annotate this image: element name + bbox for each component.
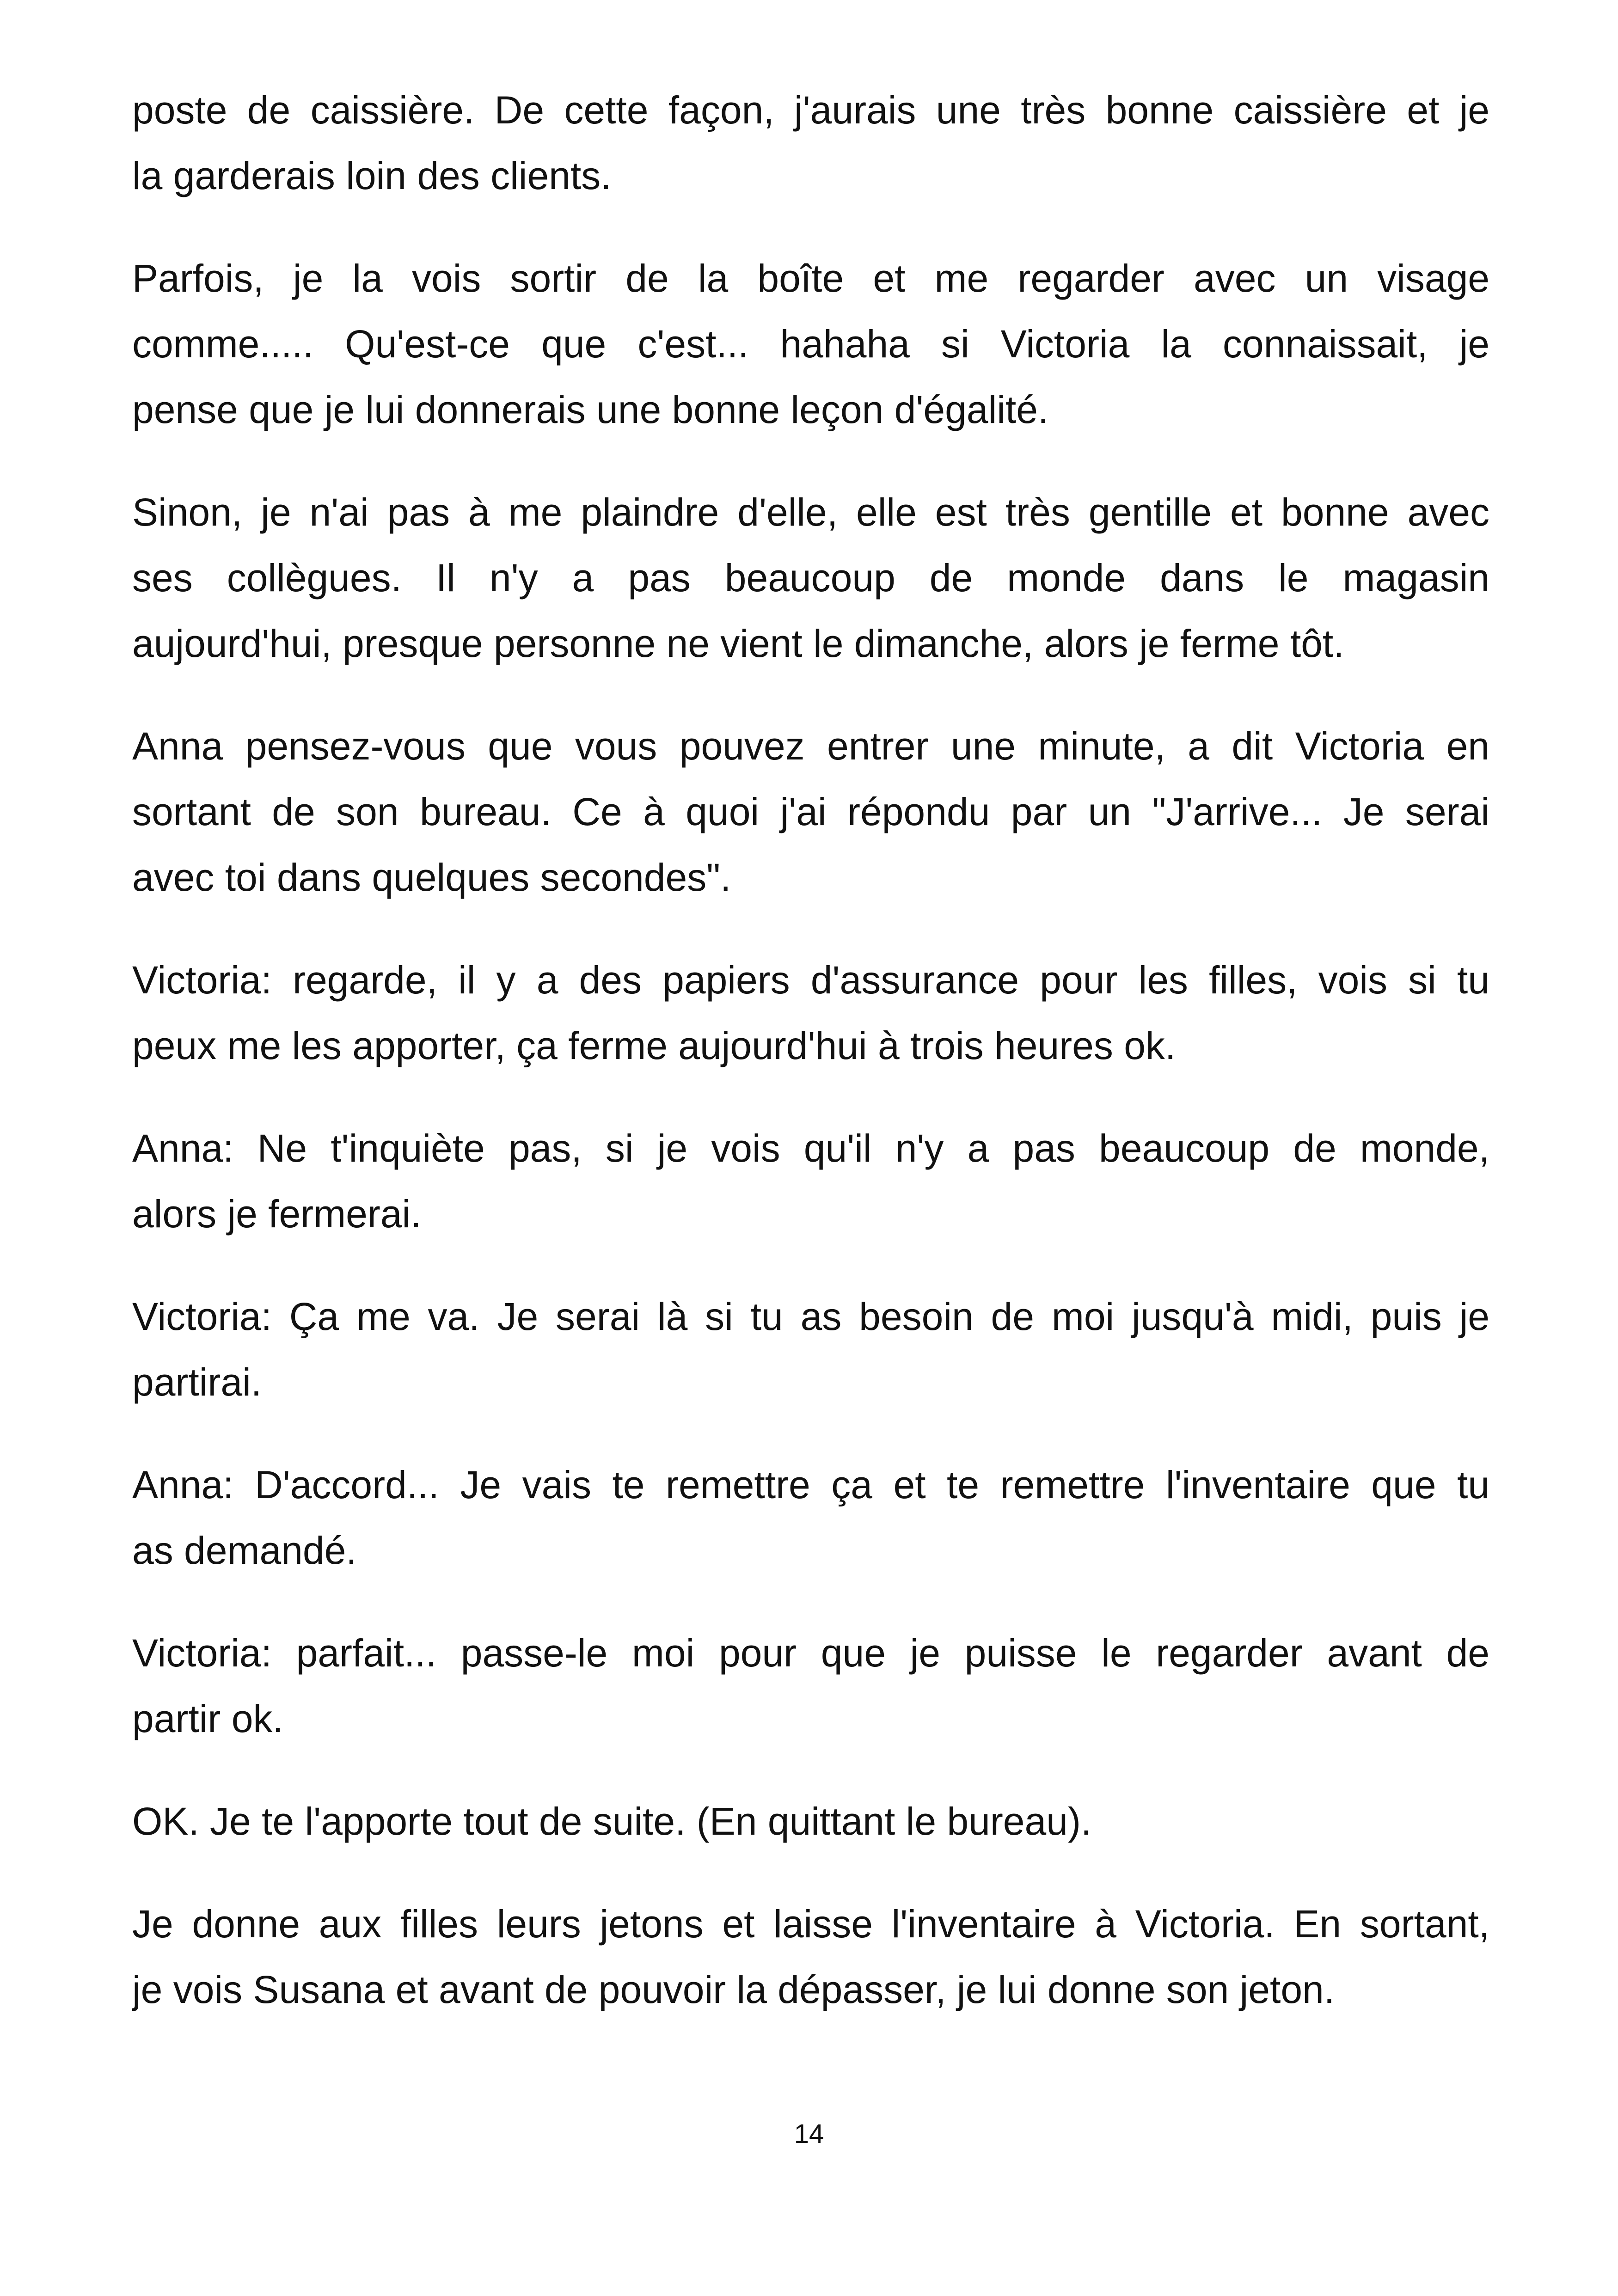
text-line: alors je fermerai.	[132, 1192, 422, 1236]
text-line: comme..... Qu'est-ce que c'est... hahaha si Victoria la connaissait, je	[132, 322, 1489, 366]
text-line: poste de caissière. De cette façon, j'aurais une très bonne caissière et je	[132, 88, 1489, 132]
paragraph	[132, 947, 1489, 1078]
text-line: Je donne aux filles leurs jetons et laisse l'inventaire à Victoria. En sortant,	[132, 1902, 1489, 1946]
text-line: ses collègues. Il n'y a pas beaucoup de monde dans le magasin	[132, 556, 1489, 600]
paragraph	[132, 1891, 1489, 2022]
text-line: partirai.	[132, 1360, 262, 1404]
paragraph	[132, 245, 1489, 442]
text-line: Anna: D'accord... Je vais te remettre ça et te remettre l'inventaire que tu	[132, 1463, 1489, 1506]
paragraph	[132, 1284, 1489, 1415]
paragraph	[132, 713, 1489, 910]
paragraph	[132, 479, 1489, 676]
paragraph	[132, 77, 1489, 208]
paragraph	[132, 1452, 1489, 1583]
paragraph	[132, 1620, 1489, 1751]
body-text	[132, 77, 1489, 2059]
text-line: Anna pensez-vous que vous pouvez entrer une minute, a dit Victoria en	[132, 724, 1489, 768]
text-line: aujourd'hui, presque personne ne vient le dimanche, alors je ferme tôt.	[132, 622, 1344, 665]
text-line: Sinon, je n'ai pas à me plaindre d'elle, elle est très gentille et bonne avec	[132, 490, 1489, 534]
text-line: je vois Susana et avant de pouvoir la dépasser, je lui donne son jeton.	[132, 1968, 1335, 2011]
text-line: avec toi dans quelques secondes".	[132, 856, 731, 899]
text-line: Victoria: Ça me va. Je serai là si tu as besoin de moi jusqu'à midi, puis je	[132, 1295, 1489, 1338]
text-line: Victoria: parfait... passe-le moi pour que je puisse le regarder avant de	[132, 1631, 1489, 1675]
text-line: Victoria: regarde, il y a des papiers d'assurance pour les filles, vois si tu	[132, 958, 1489, 1002]
text-line: partir ok.	[132, 1697, 283, 1740]
paragraph	[132, 1788, 1489, 1854]
page-number: 14	[794, 2119, 824, 2149]
text-line: pense que je lui donnerais une bonne leçon d'égalité.	[132, 388, 1049, 431]
text-line: Anna: Ne t'inquiète pas, si je vois qu'il n'y a pas beaucoup de monde,	[132, 1127, 1489, 1170]
text-line: Parfois, je la vois sortir de la boîte et me regarder avec un visage	[132, 257, 1489, 300]
text-line: as demandé.	[132, 1529, 357, 1572]
text-line: sortant de son bureau. Ce à quoi j'ai répondu par un "J'arrive... Je serai	[132, 790, 1489, 833]
paragraph	[132, 1115, 1489, 1247]
text-line: OK. Je te l'apporte tout de suite. (En quittant le bureau).	[132, 1800, 1092, 1843]
text-line: la garderais loin des clients.	[132, 154, 612, 197]
text-line: peux me les apporter, ça ferme aujourd'hui à trois heures ok.	[132, 1024, 1176, 1067]
